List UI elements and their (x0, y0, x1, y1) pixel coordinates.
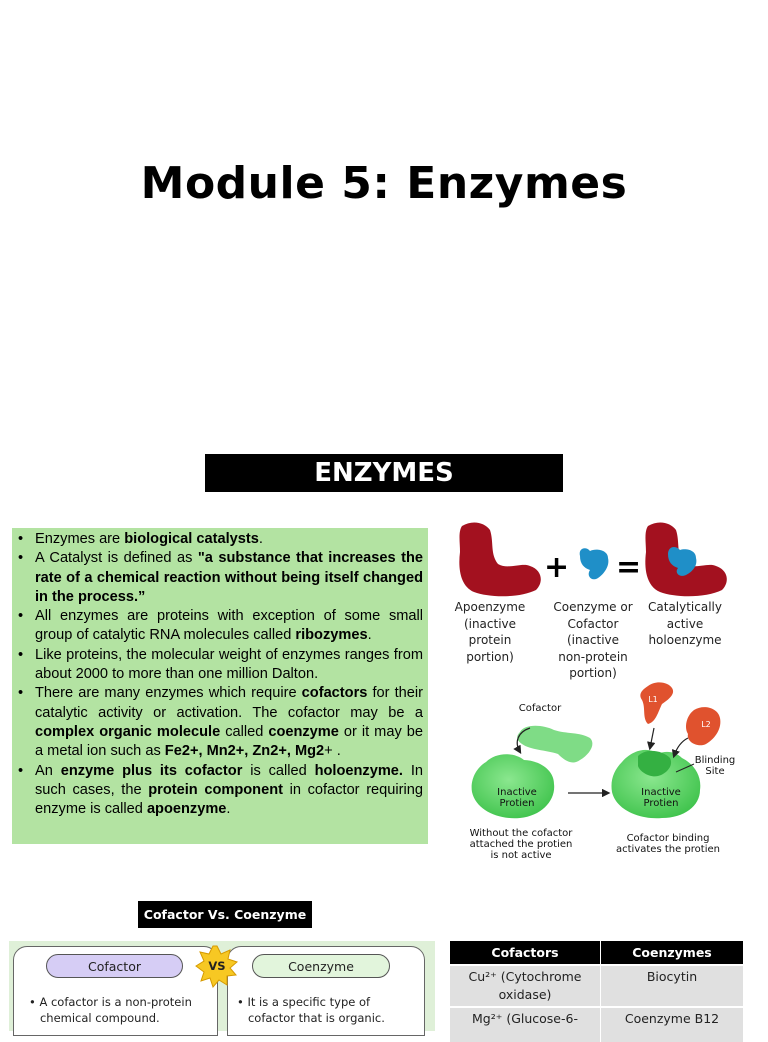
holoenzyme-label-line: active (666, 616, 704, 631)
fact-bold-text: "a substance that increases the rate of a chemical reaction without being itself changed in the process.” (35, 550, 423, 605)
enzyme-facts-list (18, 530, 423, 819)
equals-sign: = (616, 550, 642, 585)
apoenzyme-label (451, 599, 529, 665)
fact-bullet (18, 684, 423, 761)
fact-bullet (18, 607, 423, 646)
coenzyme-label-line: Cofactor (567, 616, 619, 631)
binding-site-label (690, 755, 740, 777)
fact-bold-text: apoenzyme (146, 801, 227, 818)
fact-text: . (226, 801, 231, 818)
apoenzyme-label-line: (inactive (463, 616, 517, 631)
page-title: Module 5: Enzymes (140, 158, 628, 209)
fact-bold-text: Fe2+, Mn2+, Zn2+, Mg2 (164, 743, 325, 760)
caption-cofactor-binding-line: activates the protien (616, 844, 720, 855)
table-cell: Mg²⁺ (Glucose-6- (450, 1007, 601, 1042)
fact-text: is called (242, 762, 315, 779)
cofactor-coenzyme-table (450, 941, 744, 1042)
fact-text: or it may be a metal ion such as (35, 723, 423, 760)
coenzyme-label-line: non-protein (558, 649, 628, 664)
fact-text: Like proteins, the molecular weight of enzymes ranges from about 2000 to more than one million Dalton. (35, 646, 423, 683)
fact-text: . (367, 627, 372, 644)
inactive-protein-right-label-line: Protien (643, 798, 679, 809)
table-cell: Biocytin (601, 965, 744, 1007)
coenzyme-label (548, 599, 638, 682)
holoenzyme-label (642, 599, 728, 649)
inactive-protein-left-label-line: Protien (499, 798, 535, 809)
fact-text: An (35, 762, 61, 779)
fact-text: In such cases, the (35, 762, 423, 798)
fact-bold-text: coenzyme (268, 723, 339, 740)
vs-label: VS (208, 959, 226, 973)
coenzyme-description-line: cofactor that is organic. (237, 1011, 385, 1025)
caption-without-cofactor (461, 828, 581, 861)
fact-text: Enzymes are (35, 531, 125, 547)
coenzyme-label-line: Coenzyme or (553, 600, 633, 614)
fact-bold-text: complex organic molecule (35, 723, 221, 740)
table-cell: Coenzyme B12 (601, 1007, 744, 1042)
ligand-l1-arrow (650, 728, 654, 748)
fact-bullet (18, 549, 423, 607)
fact-text: + . (324, 743, 341, 760)
inactive-protein-left-label (487, 787, 547, 809)
holoenzyme-label-line: Catalytically (648, 600, 722, 614)
coenzyme-shape (580, 548, 609, 579)
cofactor-description-line: chemical compound. (29, 1011, 160, 1025)
coenzyme-pill: Coenzyme (252, 954, 390, 978)
apoenzyme-label-line: portion) (466, 649, 514, 664)
holoenzyme-formation-diagram (450, 518, 760, 598)
inactive-protein-right-label-line: Inactive (641, 787, 681, 798)
binding-site-label-line: Site (705, 766, 725, 777)
table-row (450, 965, 744, 1007)
plus-sign: + (544, 550, 570, 585)
fact-bullet (18, 646, 423, 685)
fact-bold-text: cofactors (301, 685, 368, 702)
coenzyme-description-line: • It is a specific type of (237, 995, 371, 1009)
caption-cofactor-binding-line: Cofactor binding (626, 833, 710, 844)
table-header-cofactors: Cofactors (450, 941, 601, 965)
fact-bold-text: protein component (148, 781, 283, 798)
fact-text: A Catalyst is defined as (35, 550, 198, 567)
fact-text: in cofactor requiring enzyme is called (35, 781, 423, 818)
caption-without-cofactor-line: attached the protien (469, 839, 573, 850)
fact-text: . (258, 531, 263, 547)
enzymes-heading-banner: ENZYMES (205, 454, 563, 492)
caption-without-cofactor-line: Without the cofactor (469, 828, 573, 839)
ligand-l2-label: L2 (701, 720, 711, 729)
cofactor-pill: Cofactor (46, 954, 183, 978)
caption-without-cofactor-line: is not active (490, 850, 552, 861)
holoenzyme-label-line: holoenzyme (648, 633, 722, 647)
fact-bullet (18, 530, 423, 549)
fact-text: for their catalytic activity or activation. The cofactor may be a (35, 685, 424, 721)
enzyme-facts-box (12, 528, 428, 844)
coenzyme-description (237, 994, 385, 1026)
table-header-row (450, 941, 744, 965)
inactive-protein-right-label (631, 787, 691, 809)
cofactor-vs-coenzyme-banner: Cofactor Vs. Coenzyme (138, 901, 312, 928)
fact-bullet (18, 762, 423, 820)
fact-bold-text: ribozymes (295, 627, 368, 644)
cofactor-label: Cofactor (518, 703, 562, 714)
fact-bold-text: biological catalysts (124, 531, 259, 547)
binding-site-label-line: Blinding (694, 755, 736, 766)
coenzyme-label-line: portion) (569, 666, 617, 680)
table-cell: Cu²⁺ (Cytochrome oxidase) (450, 965, 601, 1007)
comparison-panel (9, 941, 435, 1031)
coenzyme-label-line: (inactive (566, 633, 620, 647)
table-row (450, 1007, 744, 1042)
ligand-l1-label: L1 (648, 695, 658, 704)
ligand-l2-arrow (674, 738, 688, 756)
table-header-coenzymes: Coenzymes (601, 941, 744, 965)
apoenzyme-shape (459, 523, 540, 597)
apoenzyme-label-line: Apoenzyme (454, 600, 526, 614)
fact-text: All enzymes are proteins with exception of some small group of catalytic RNA molecules called (35, 608, 423, 644)
cofactor-description-line: • A cofactor is a non-protein (29, 995, 192, 1009)
fact-bold-text: enzyme plus its cofactor (60, 762, 243, 779)
fact-bold-text: holoenzyme. (314, 762, 403, 779)
caption-cofactor-binding (608, 833, 728, 855)
fact-text: called (220, 723, 269, 740)
inactive-protein-left-label-line: Inactive (497, 787, 537, 798)
cofactor-description (29, 994, 192, 1026)
cofactor-shape (517, 726, 592, 763)
fact-text: There are many enzymes which require (35, 685, 302, 702)
apoenzyme-label-line: protein (468, 633, 512, 647)
